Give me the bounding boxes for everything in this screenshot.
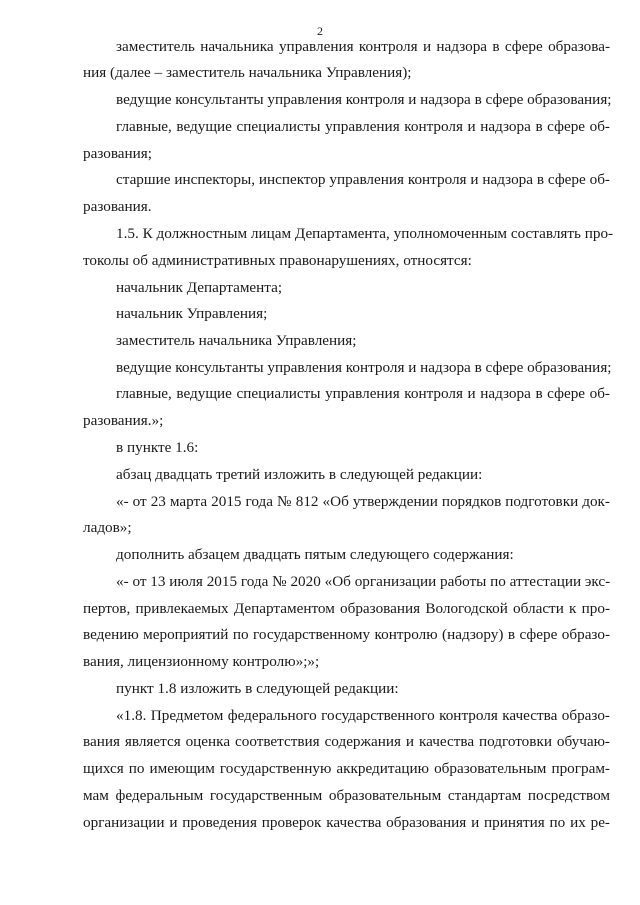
- text-line: вания является оценка соответствия содержания и качества подготовки обучаю-: [83, 733, 610, 750]
- text-line: старшие инспекторы, инспектор управления контроля и надзора в сфере об-: [116, 171, 610, 188]
- text-line: ния (далее – заместитель начальника Управления);: [83, 64, 412, 81]
- text-line: заместитель начальника управления контроля и надзора в сфере образова-: [116, 38, 610, 55]
- text-line: дополнить абзацем двадцать пятым следующего содержания:: [116, 546, 514, 563]
- text-line: токолы об административных правонарушениях, относятся:: [83, 252, 472, 269]
- text-line: ведущие консультанты управления контроля и надзора в сфере образования;: [116, 91, 612, 108]
- text-line: вания, лицензионному контролю»;»;: [83, 653, 320, 670]
- text-line: разования;: [83, 145, 153, 162]
- text-line: заместитель начальника Управления;: [116, 332, 357, 349]
- text-line: ведению мероприятий по государственному контролю (надзору) в сфере образо-: [83, 626, 610, 643]
- text-line: 1.5. К должностным лицам Департамента, уполномоченным составлять про-: [116, 225, 614, 242]
- text-line: «- от 13 июля 2015 года № 2020 «Об организации работы по аттестации экс-: [116, 573, 611, 590]
- text-line: разования.: [83, 198, 152, 215]
- text-line: пертов, привлекаемых Департаментом образования Вологодской области к про-: [83, 600, 610, 617]
- text-line: главные, ведущие специалисты управления контроля и надзора в сфере об-: [116, 118, 610, 135]
- text-line: начальник Управления;: [116, 305, 268, 322]
- text-line: пункт 1.8 изложить в следующей редакции:: [116, 680, 399, 697]
- text-line: организации и проведения проверок качества образования и принятия по их ре-: [83, 814, 610, 831]
- text-line: «1.8. Предметом федерального государственного контроля качества образо-: [116, 707, 610, 724]
- text-line: разования.»;: [83, 412, 164, 429]
- text-line: мам федеральным государственным образовательным стандартам посредством: [83, 787, 610, 804]
- text-line: главные, ведущие специалисты управления контроля и надзора в сфере об-: [116, 385, 610, 402]
- text-line: щихся по имеющим государственную аккредитацию образовательным програм-: [83, 760, 610, 777]
- text-line: в пункте 1.6:: [116, 439, 199, 456]
- text-line: ладов»;: [83, 519, 132, 536]
- text-line: ведущие консультанты управления контроля и надзора в сфере образования;: [116, 359, 612, 376]
- text-line: абзац двадцать третий изложить в следующей редакции:: [116, 466, 483, 483]
- text-line: «- от 23 марта 2015 года № 812 «Об утверждении порядков подготовки док-: [116, 493, 610, 510]
- page-number: 2: [317, 24, 323, 38]
- text-line: начальник Департамента;: [116, 279, 283, 296]
